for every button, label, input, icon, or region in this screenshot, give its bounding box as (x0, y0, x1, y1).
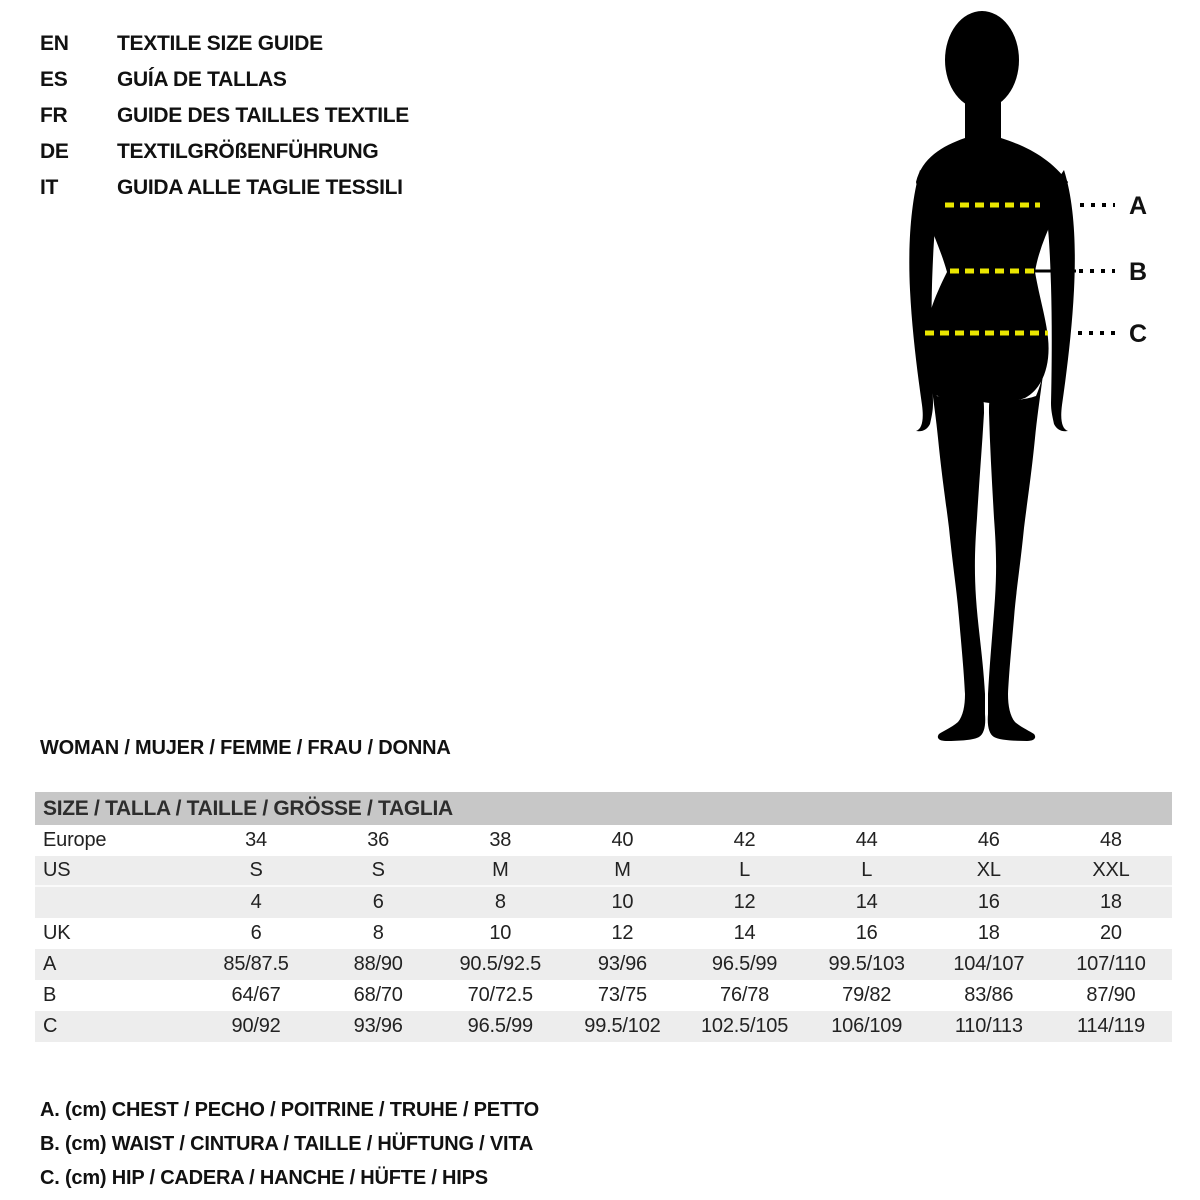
table-row (35, 980, 1172, 1011)
silhouette-neck (965, 88, 1001, 140)
size-value: 83/86 (964, 984, 1014, 1006)
size-value: 36 (367, 829, 390, 851)
size-value: 18 (1100, 891, 1122, 913)
size-value: 90/92 (231, 1015, 281, 1037)
size-value: 73/75 (597, 984, 647, 1006)
language-title-list (40, 26, 409, 206)
guide-title-es: GUÍA DE TALLAS (117, 68, 287, 91)
size-value: 46 (977, 829, 1000, 851)
marker-letter-a: A (1129, 192, 1148, 220)
size-value: 104/107 (953, 953, 1025, 975)
woman-silhouette (880, 0, 1180, 745)
size-table (35, 792, 1172, 1042)
guide-title-it: GUIDA ALLE TAGLIE TESSILI (117, 176, 403, 199)
size-value: 85/87.5 (223, 953, 289, 975)
table-row (35, 825, 1172, 856)
size-value: 16 (977, 891, 1000, 913)
row-label: B (43, 984, 57, 1006)
language-row-fr (40, 98, 409, 134)
silhouette-left-arm (909, 170, 936, 431)
row-label: Europe (43, 829, 107, 851)
marker-letter-c: C (1129, 320, 1148, 348)
size-value: 68/70 (353, 984, 403, 1006)
size-value: 99.5/102 (584, 1015, 661, 1037)
size-value: L (861, 859, 873, 881)
size-value: 90.5/92.5 (459, 953, 542, 975)
size-value: XL (976, 859, 1001, 881)
language-code: EN (40, 32, 69, 55)
size-table-header: SIZE / TALLA / TAILLE / GRÖSSE / TAGLIA (35, 792, 1172, 825)
legend-line-c: C. (cm) HIP / CADERA / HANCHE / HÜFTE / HIPS (40, 1166, 488, 1189)
language-row-es (40, 62, 409, 98)
table-row (35, 949, 1172, 980)
size-value: 12 (611, 922, 634, 944)
size-value: 114/119 (1076, 1015, 1145, 1037)
size-value: 20 (1100, 922, 1122, 944)
size-value: 8 (494, 891, 506, 913)
size-value: 38 (489, 829, 512, 851)
marker-letter-b: B (1129, 258, 1148, 286)
size-value: 96.5/99 (711, 953, 778, 975)
guide-title-de: TEXTILGRÖßENFÜHRUNG (117, 140, 379, 163)
size-value: 106/109 (831, 1015, 903, 1037)
language-code: ES (40, 68, 68, 91)
table-row (35, 887, 1172, 918)
row-label: US (43, 859, 71, 881)
section-title: WOMAN / MUJER / FEMME / FRAU / DONNA (40, 737, 451, 759)
size-value: 40 (611, 829, 634, 851)
size-value: 110/113 (954, 1015, 1023, 1037)
size-value: 88/90 (353, 953, 403, 975)
size-value: 6 (372, 891, 384, 913)
legend-line-b: B. (cm) WAIST / CINTURA / TAILLE / HÜFTUNG / VITA (40, 1132, 534, 1155)
guide-title-en: TEXTILE SIZE GUIDE (117, 32, 323, 55)
size-value: M (492, 859, 509, 881)
size-value: 42 (733, 829, 756, 851)
size-value: 64/67 (231, 984, 281, 1006)
row-label: A (43, 953, 57, 975)
size-value: 107/110 (1076, 953, 1146, 975)
size-value: 70/72.5 (467, 984, 533, 1006)
size-value: 4 (250, 891, 262, 913)
language-code: DE (40, 140, 69, 163)
row-label: UK (43, 922, 71, 944)
size-value: 16 (855, 922, 878, 944)
size-value: XXL (1092, 859, 1130, 881)
size-value: 8 (372, 922, 384, 944)
language-code: IT (40, 176, 59, 199)
size-value: S (249, 859, 263, 881)
size-value: 6 (250, 922, 262, 944)
row-label: C (43, 1015, 58, 1037)
language-row-it (40, 170, 409, 206)
size-value: 87/90 (1086, 984, 1136, 1006)
language-row-de (40, 134, 409, 170)
size-value: 10 (489, 922, 512, 944)
size-table-body (35, 825, 1172, 1042)
size-value: 48 (1100, 829, 1122, 851)
size-value: 14 (733, 922, 756, 944)
size-value: 14 (855, 891, 878, 913)
size-value: 99.5/103 (828, 953, 905, 975)
language-code: FR (40, 104, 68, 127)
size-value: 44 (855, 829, 878, 851)
size-value: 10 (611, 891, 634, 913)
size-value: 76/78 (720, 984, 770, 1006)
size-value: 12 (733, 891, 756, 913)
table-row (35, 856, 1172, 887)
measurement-legend (40, 1093, 539, 1195)
size-value: 102.5/105 (700, 1015, 789, 1037)
size-value: M (614, 859, 631, 881)
language-row-en (40, 26, 409, 62)
size-value: 96.5/99 (467, 1015, 533, 1037)
size-value: S (371, 859, 385, 881)
table-row (35, 918, 1172, 949)
guide-title-fr: GUIDE DES TAILLES TEXTILE (117, 104, 409, 127)
size-value: 34 (245, 829, 267, 851)
legend-line-a: A. (cm) CHEST / PECHO / POITRINE / TRUHE / PETTO (40, 1098, 539, 1121)
size-value: 93/96 (597, 953, 647, 975)
table-row (35, 1011, 1172, 1042)
size-value: 79/82 (842, 984, 892, 1006)
silhouette-right-arm (1047, 170, 1075, 431)
size-value: 18 (977, 922, 1000, 944)
size-value: 93/96 (353, 1015, 403, 1037)
size-value: L (739, 859, 751, 881)
